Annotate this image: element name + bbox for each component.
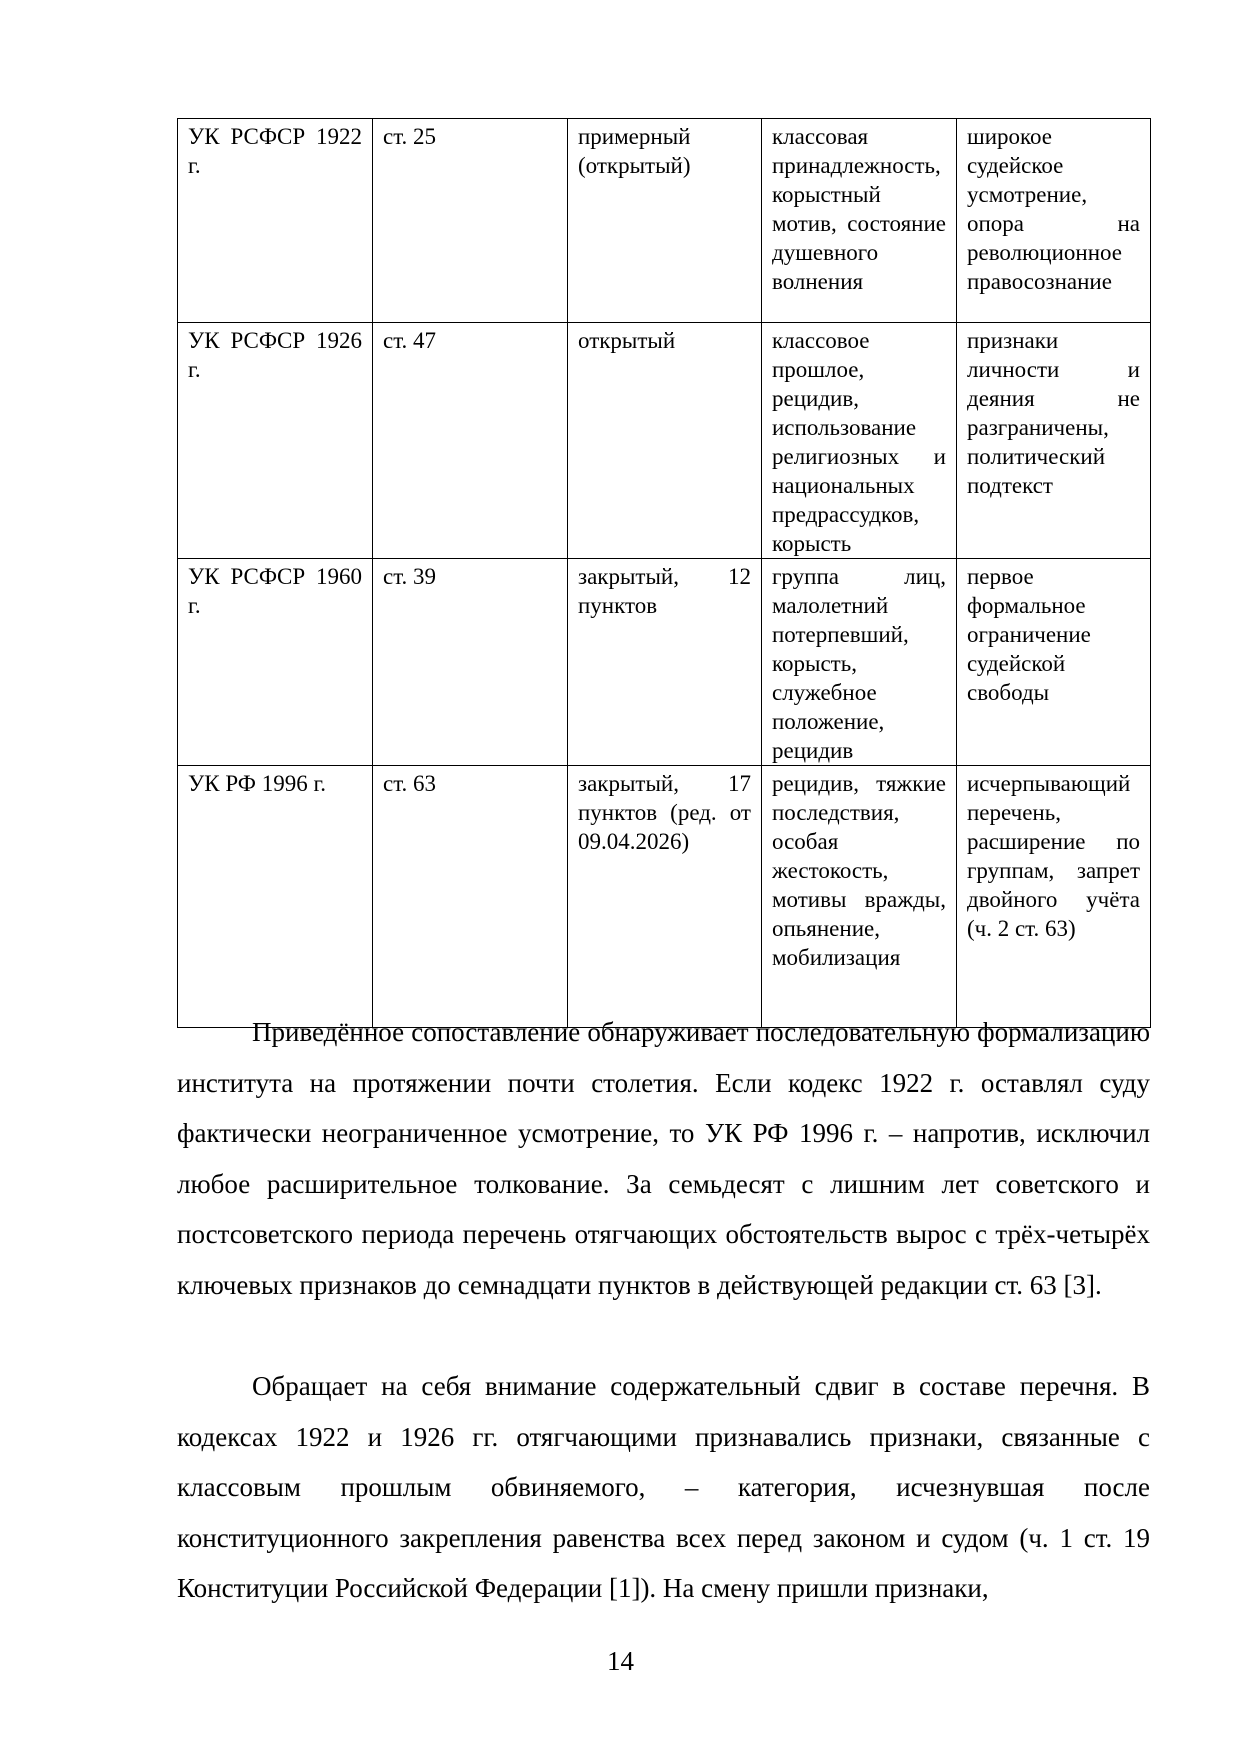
cell-list-type: закрытый, 17 пунктов (ред. от 09.04.2026) xyxy=(568,766,762,1028)
cell-code: УК РСФСР 1960 г. xyxy=(178,559,373,766)
cell-assessment: исчерпывающий перечень, расширение по группам, запрет двойного учёта (ч. 2 ст. 63) xyxy=(957,766,1151,1028)
cell-list-type: примерный (открытый) xyxy=(568,119,762,323)
table-row xyxy=(178,323,1151,559)
body-paragraph: Приведённое сопоставление обнаруживает последовательную формализацию института на протяжении почти столетия. Если кодекс 1922 г. оставлял суду фактически неограниченное усмотрение, то УК РФ 1996 г. – напротив, исключил любое расширительное толкование. За семьдесят с лишним лет советского и постсоветского периода перечень отягчающих обстоятельств вырос с трёх-четырёх ключевых признаков до семнадцати пунктов в действующей редакции ст. 63 [3]. xyxy=(177,1017,1150,1300)
body-paragraph-2-block xyxy=(177,1361,1150,1614)
cell-code: УК РСФСР 1926 г. xyxy=(178,323,373,559)
cell-assessment: широкое судейское усмотрение, опора на революционное правосознание xyxy=(957,119,1151,323)
cell-assessment: первое формальное ограничение судейской свободы xyxy=(957,559,1151,766)
cell-code: УК РСФСР 1922 г. xyxy=(178,119,373,323)
cell-assessment: признаки личности и деяния не разграничены, политический подтекст xyxy=(957,323,1151,559)
body-paragraph: Обращает на себя внимание содержательный сдвиг в составе перечня. В кодексах 1922 и 1926 гг. отягчающими признавались признаки, связанные с классовым прошлым обвиняемого, – категория, исчезнувшая после конституционного закрепления равенства всех перед законом и судом (ч. 1 ст. 19 Конституции Российской Федерации [1]). На смену пришли признаки, xyxy=(177,1371,1150,1603)
cell-features: группа лиц, малолетний потерпевший, корысть, служебное положение, рецидив xyxy=(762,559,957,766)
cell-article: ст. 25 xyxy=(373,119,568,323)
body-paragraph-1-block xyxy=(177,1007,1150,1310)
page-number: 14 xyxy=(607,1646,634,1676)
cell-code: УК РФ 1996 г. xyxy=(178,766,373,1028)
cell-features: классовая принадлежность, корыстный мотив, состояние душевного волнения xyxy=(762,119,957,323)
cell-article: ст. 39 xyxy=(373,559,568,766)
table-row xyxy=(178,119,1151,323)
cell-article: ст. 47 xyxy=(373,323,568,559)
cell-article: ст. 63 xyxy=(373,766,568,1028)
table-row xyxy=(178,766,1151,1028)
cell-list-type: открытый xyxy=(568,323,762,559)
cell-list-type: закрытый, 12 пунктов xyxy=(568,559,762,766)
cell-features: классовое прошлое, рецидив, использование религиозных и национальных предрассудков, корысть xyxy=(762,323,957,559)
cell-features: рецидив, тяжкие последствия, особая жестокость, мотивы вражды, опьянение, мобилизация xyxy=(762,766,957,1028)
comparison-table xyxy=(177,118,1151,1028)
table-row xyxy=(178,559,1151,766)
